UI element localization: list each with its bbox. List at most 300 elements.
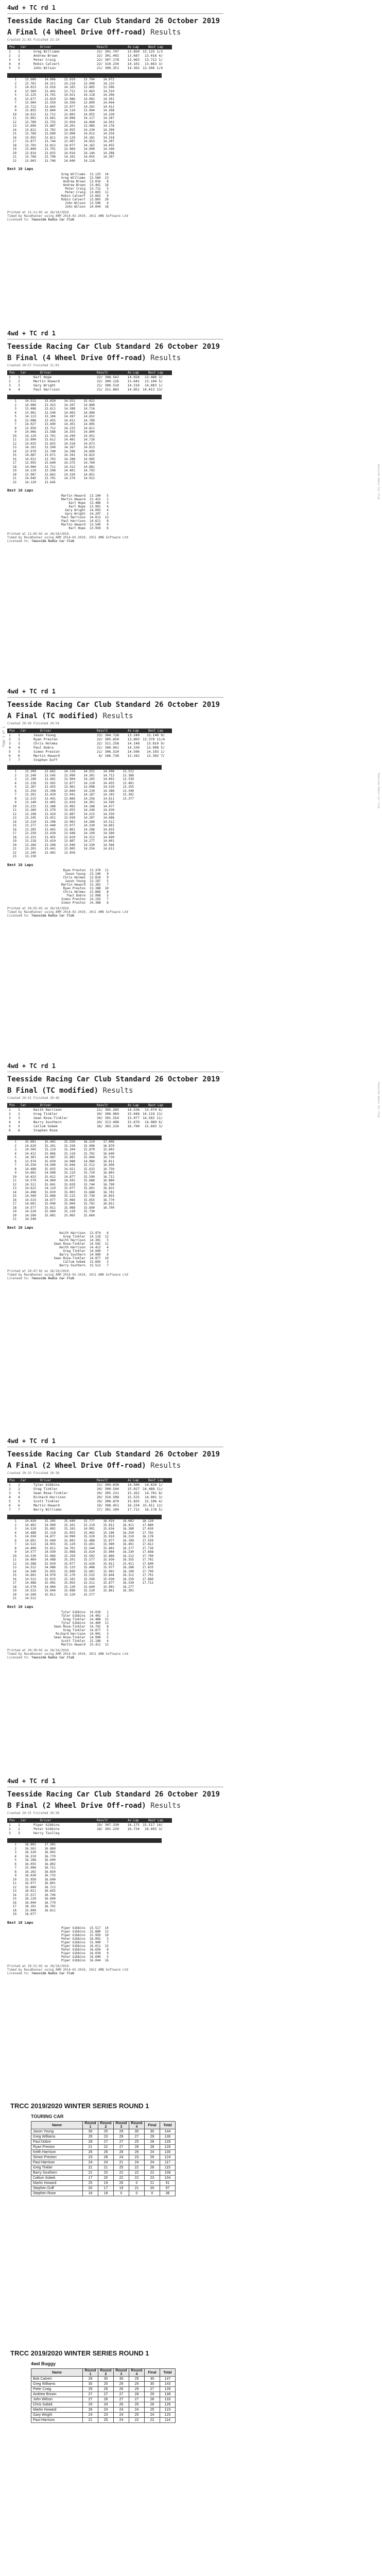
results-cell: 15.077	[127, 1116, 140, 1120]
results-cell: 23/ 304.728	[96, 733, 119, 737]
points-cell: 24	[83, 2160, 98, 2165]
driver-name: Paul Dobre	[31, 2140, 83, 2145]
lap-time-cell: 9	[14, 1874, 16, 1878]
table-row	[7, 1562, 155, 1566]
table-row	[7, 851, 136, 855]
lap-time-cell: 14.087	[25, 453, 36, 457]
lap-time-cell: 15.601	[83, 1187, 95, 1191]
best-lap-cell: 6	[107, 1252, 109, 1257]
best-lap-cell: 13.486	[90, 501, 101, 505]
lap-time-cell: 19	[12, 839, 16, 843]
points-cell: 28	[145, 2145, 160, 2150]
table-row	[7, 1483, 164, 1487]
lap-time-cell	[116, 1593, 136, 1597]
lap-time-cell: 13.230	[25, 855, 36, 859]
lap-time-cell: 15.640	[83, 1585, 95, 1589]
lap-time-cell: 14.726	[83, 438, 95, 442]
lap-times-header-bar	[7, 73, 162, 78]
lap-time-cell: 14.068	[83, 120, 95, 124]
lap-time-cell: 15.040	[44, 1538, 56, 1543]
results-cell: 1	[18, 1823, 20, 1827]
points-cell: 22	[98, 2145, 114, 2150]
best-lap-cell: 14.412	[90, 1245, 101, 1249]
best-lap-cell: 13.016	[90, 180, 101, 183]
results-cell: 17.712	[127, 1507, 140, 1512]
results-cell: 14.901 3/	[144, 1495, 163, 1499]
lap-time-cell: 14.020	[25, 1519, 36, 1523]
lap-time-cell: 14.590	[25, 1592, 36, 1597]
results-cell: 15.262	[127, 1491, 140, 1495]
points-cell: 28	[114, 2150, 129, 2155]
results-word: Results	[146, 1802, 181, 1810]
results-cell: 1	[9, 1483, 11, 1487]
lap-time-cell: 13.790	[44, 155, 56, 159]
lap-time-cell: 14.590	[103, 801, 114, 805]
table-row	[7, 1589, 155, 1593]
lap-time-cell: 12	[12, 1182, 16, 1187]
lap-time-cell: 7	[14, 101, 16, 105]
table-row	[7, 1909, 58, 1913]
results-column-header: Result	[97, 1104, 108, 1107]
lap-time-cell: 20	[12, 151, 16, 155]
results-cell: 7	[9, 1507, 11, 1512]
results-cell: Greg Williams	[33, 49, 60, 54]
table-row	[7, 113, 116, 117]
lap-time-cell: 14.412	[64, 418, 75, 422]
lap-time-cell: 15.040	[44, 1202, 56, 1206]
results-cell: 13.342	[127, 754, 140, 758]
points-cell: 30	[83, 2129, 98, 2134]
results-cell: 6	[18, 1503, 20, 1507]
lap-time-cell: 15.065	[64, 1213, 75, 1217]
table-row	[7, 407, 97, 411]
lap-time-cell: 15.610	[83, 1550, 95, 1554]
lap-time-cell: 5	[14, 93, 16, 97]
table-row	[7, 1112, 164, 1116]
lap-time-cell: 15.811	[103, 1562, 114, 1566]
lap-time-cell: 13.904	[25, 101, 36, 105]
lap-time-cell: 15.021	[83, 399, 95, 403]
lap-time-cell: 15.812	[103, 1523, 114, 1527]
table-row	[7, 109, 116, 113]
licensee: Teesside Radio Car Club	[31, 218, 75, 222]
event-title: Teesside Racing Car Club Standard 26 October 2019	[7, 701, 220, 709]
lap-time-cell: 15.777	[83, 1519, 95, 1523]
results-cell: 13.810 9/	[146, 741, 165, 745]
lap-time-cell: 16.855	[103, 1194, 114, 1198]
lap-time-cell: 14.601	[103, 824, 114, 828]
table-row	[7, 1120, 164, 1124]
lap-time-cell: 13.598	[44, 469, 56, 473]
results-cell: 1	[9, 733, 11, 737]
table-row	[7, 399, 97, 403]
table-row	[7, 754, 166, 758]
results-column-header: Driver	[40, 1819, 51, 1822]
lap-time-cell: 11	[12, 1882, 16, 1886]
results-cell: John Wilson	[33, 66, 56, 70]
lap-time-cell: 15.877	[103, 1538, 114, 1543]
lap-time-cell: 13.201	[25, 793, 36, 797]
results-column-header: Result	[97, 1819, 108, 1822]
results-cell: 3	[9, 1491, 11, 1495]
lap-time-cell: 16.690	[44, 1897, 56, 1901]
lap-time-cell: 14.630	[103, 808, 114, 812]
lap-time-cell: 14.066	[25, 465, 36, 469]
lap-time-cell: 14.002	[83, 97, 95, 101]
results-cell: 21/ 300.351	[96, 66, 119, 70]
lap-time-cell: 13.744	[44, 140, 56, 144]
best-lap-cell: 13	[105, 516, 109, 519]
lap-time-cell: 14.266	[83, 820, 95, 824]
results-column-header: Pos	[9, 45, 15, 49]
lap-time-cell: 13.712	[25, 105, 36, 109]
table-row	[7, 477, 97, 481]
results-cell: 6	[9, 1128, 11, 1132]
best-lap-cell: Greg Williams	[61, 173, 85, 176]
lap-time-cell: 17	[12, 1905, 16, 1909]
lap-time-cell: 13	[12, 1566, 16, 1570]
event-title: Teesside Racing Car Club Standard 26 October 2019	[7, 1450, 220, 1459]
table-row	[7, 1210, 116, 1214]
lap-time-cell: 14.277	[83, 839, 95, 843]
best-lap-cell: 6	[107, 1231, 109, 1235]
table-row	[31, 2418, 176, 2423]
lap-time-cell: 14.118	[64, 770, 75, 774]
points-cell: 23	[129, 2155, 145, 2160]
driver-name: Keith Harrison	[31, 2150, 83, 2155]
lap-time-cell: 14.012	[25, 457, 36, 461]
table-row	[31, 2397, 176, 2402]
lap-time-cell: 19	[12, 147, 16, 151]
lap-time-cell: 16.301	[123, 1589, 134, 1593]
lap-time-cell: 20	[12, 1592, 16, 1597]
lap-time-cell: 16.102	[25, 1870, 36, 1874]
lap-time-cell: 14.402	[25, 1523, 36, 1527]
results-cell: 22/ 301.747	[96, 49, 119, 54]
table-row	[7, 1851, 58, 1855]
lap-time-cell: 13.486	[25, 407, 36, 411]
lap-time-cell: 18	[12, 1206, 16, 1210]
results-column-header: Driver	[40, 371, 51, 375]
results-cell: 1	[18, 49, 20, 54]
lap-time-cell: 13.645	[44, 480, 56, 484]
lap-time-cell: 14	[12, 128, 16, 132]
results-cell: 2	[9, 1112, 11, 1116]
best-lap-cell: 14.877	[90, 1256, 101, 1260]
lap-time-cell: 15.904	[103, 1550, 114, 1554]
class-title: 4wd Buggy	[31, 2361, 56, 2366]
lap-time-cell	[97, 1217, 116, 1222]
lap-time-cell: 13.930	[64, 816, 75, 820]
results-cell: 13.974 6/	[144, 1108, 163, 1112]
lap-time-cell	[116, 843, 136, 848]
table-row	[31, 2408, 176, 2413]
results-cell: 16.734	[127, 1827, 140, 1831]
lap-time-cell: 16.077	[25, 1882, 36, 1886]
lap-time-cell: 13.545	[44, 773, 56, 777]
lap-time-cell: 16	[12, 827, 16, 832]
lap-time-cell: 15.902	[103, 1569, 114, 1573]
lap-times-header-bar	[7, 1838, 162, 1843]
lap-time-cell: 15.866	[103, 1554, 114, 1558]
lap-time-cell	[38, 855, 58, 859]
points-cell: 26	[83, 2408, 98, 2413]
category-label	[7, 4, 382, 11]
results-cell: Callum Sobek	[33, 1124, 58, 1128]
lap-time-cell: 16.178	[142, 1535, 153, 1539]
lap-times-header-bar	[7, 765, 162, 770]
lap-time-cell: 13.974	[25, 1159, 36, 1163]
results-cell: 14.596	[127, 750, 140, 754]
table-row	[7, 415, 97, 419]
lap-time-cell: 15.720	[83, 1171, 95, 1175]
best-lap-cell: Simon Preston	[61, 901, 85, 905]
lap-time-cell: 13.441	[44, 847, 56, 851]
lap-time-cell: 13.701	[44, 477, 56, 481]
table-row	[41, 498, 111, 501]
table-row	[41, 1930, 111, 1934]
points-cell: 17	[83, 2176, 98, 2181]
lap-time-cell: 16.277	[123, 1546, 134, 1550]
lap-time-cell: 14.455	[103, 781, 114, 785]
driver-name: Paul Harrison	[31, 2418, 83, 2423]
points-cell: 25	[114, 2165, 129, 2171]
best-lap-cell: 14.044	[90, 205, 101, 209]
table-row	[41, 1264, 111, 1267]
licensed-label: Licensed to:	[7, 539, 31, 543]
points-cell: 29	[114, 2129, 129, 2134]
column-header: Round 1	[83, 2369, 98, 2377]
column-header: Round 1	[83, 2122, 98, 2129]
table-row	[7, 1585, 155, 1589]
table-row	[41, 519, 111, 523]
lap-time-cell: 13.712	[44, 112, 56, 116]
lap-time-cell: 13.877	[64, 781, 75, 785]
table-row	[7, 469, 97, 473]
best-lap-cell: Ryan Preston	[63, 868, 85, 872]
best-lap-cell: 13.950	[90, 527, 101, 530]
table-row	[7, 1507, 164, 1512]
table-row	[7, 147, 116, 151]
lap-time-cell: 1	[14, 1140, 16, 1144]
lap-time-cell: 14.053	[83, 140, 95, 144]
table-row	[7, 1893, 58, 1897]
printed-at: Printed at 21:11:02 on 26/10/2019.	[7, 211, 71, 214]
lap-time-cell: 12	[12, 442, 16, 446]
lap-time-cell: 14.401	[64, 469, 75, 473]
results-cell: 22/ 307.178	[96, 58, 119, 62]
lap-time-cell	[116, 816, 136, 820]
lap-time-cell: 1	[14, 770, 16, 774]
lap-time-cell: 14.270	[64, 477, 75, 481]
results-header-bar	[7, 1818, 172, 1823]
lap-time-cell: 14.990	[64, 1535, 75, 1539]
best-lap-cell: 15.603	[90, 1260, 101, 1264]
lap-time-cell: 16.655	[44, 1889, 56, 1893]
lap-time-cell: 15.861	[103, 1589, 114, 1593]
points-cell: 29	[83, 2387, 98, 2392]
licensed-label: Licensed to:	[7, 1276, 31, 1280]
table-row	[7, 450, 97, 454]
lap-time-cell: 16.770	[44, 1854, 56, 1858]
points-cell: 104	[160, 2176, 176, 2181]
lap-time-cell: 14.716	[83, 407, 95, 411]
best-lap-cell: 13.302	[90, 883, 101, 887]
lap-time-cell: 14.533	[25, 1589, 36, 1593]
lap-time-cell: 14.930	[44, 1550, 56, 1554]
best-lap-cell: Sean Rose-Tinkler	[54, 1242, 85, 1246]
lap-time-cell: 14.120	[25, 434, 36, 438]
lap-time-cell: 16.812	[103, 1202, 114, 1206]
results-cell: 3	[9, 383, 11, 387]
printed-at: Printed at 20:55:02 on 26/10/2019.	[7, 906, 71, 910]
table-row	[7, 777, 136, 782]
lap-time-cell: 13.540	[44, 411, 56, 415]
lap-time-cell: 2	[14, 81, 16, 86]
table-row	[7, 93, 116, 97]
lap-time-cell: 13.904	[64, 777, 75, 782]
best-lap-cell: Barry Southern	[59, 1252, 85, 1257]
lap-time-cell: 16.811	[103, 1159, 114, 1163]
best-lap-cell: 7	[107, 1940, 109, 1944]
table-row	[7, 741, 166, 745]
lap-time-cell: 16.401	[123, 1543, 134, 1547]
lap-time-cell: 16.212	[123, 1554, 134, 1558]
lap-time-cell: 14.412	[25, 1151, 36, 1156]
lap-time-cell: 15.110	[64, 1171, 75, 1175]
best-lap-cell: 14.301	[90, 1238, 101, 1242]
results-cell: 21/ 305.265	[96, 1108, 119, 1112]
points-cell: 27	[145, 2387, 160, 2392]
race-times: Created 20:49 Finished 20:54	[7, 722, 60, 725]
lap-time-cell: 10	[12, 112, 16, 116]
licensed-label: Licensed to:	[7, 218, 31, 222]
lap-time-cell: 14.072	[103, 78, 114, 82]
best-lap-cell: Keith Harrison	[59, 1231, 85, 1235]
event-title: Teesside Racing Car Club Standard 26 October 2019	[7, 17, 220, 25]
results-column-header: Pos	[9, 1104, 15, 1107]
table-row	[7, 774, 136, 778]
lap-time-cell: 15.655	[83, 1198, 95, 1202]
lap-time-cell: 13.388	[44, 804, 56, 808]
points-cell: 115	[160, 2165, 176, 2171]
lap-time-cell: 16.711	[44, 1866, 56, 1870]
table-row	[7, 481, 97, 485]
results-cell: 1	[18, 375, 20, 379]
lap-time-cell: 14	[12, 1569, 16, 1573]
results-word: Results	[146, 354, 181, 362]
table-row	[41, 1253, 111, 1257]
best-lap-cell: 14.701	[90, 1624, 101, 1629]
lap-time-cell	[77, 1597, 97, 1601]
lap-time-cell: 14.712	[103, 773, 114, 777]
table-row	[7, 427, 97, 431]
lap-time-cell: 16	[12, 1198, 16, 1202]
lap-time-cell: 14.311	[44, 81, 56, 86]
table-row	[41, 183, 111, 187]
points-cell: 26	[129, 2150, 145, 2155]
lap-time-cell: 16.411	[123, 1523, 134, 1527]
results-header-bar	[7, 1478, 172, 1483]
lap-time-cell: 13.260	[25, 808, 36, 812]
table-row	[41, 180, 111, 183]
points-cell: 21	[83, 2145, 98, 2150]
lap-time-cell: 13.955	[25, 135, 36, 140]
results-cell: 1	[9, 375, 11, 379]
table-row	[7, 1531, 155, 1535]
lap-time-cell: 14.188	[83, 804, 95, 808]
results-cell: 6	[18, 1128, 20, 1132]
lap-time-cell: 16.880	[44, 1846, 56, 1851]
table-header-row	[31, 2122, 176, 2129]
lap-time-cell: 4	[14, 411, 16, 415]
table-row	[7, 453, 97, 457]
lap-time-cell: 16.120	[25, 1897, 36, 1901]
lap-time-cell: 13.506	[103, 86, 114, 90]
best-lap-cell: Ryan Preston	[63, 886, 85, 890]
lap-time-cell: 20	[12, 1213, 16, 1217]
final-name: B Final (4 Wheel Drive Off-road)	[7, 354, 146, 362]
series-standings	[0, 2102, 382, 2196]
licensee: Teesside Radio Car Club	[31, 1971, 75, 1975]
lap-time-cell: 15.012	[44, 1175, 56, 1179]
final-title	[7, 712, 382, 720]
best-lap-cell: 3	[107, 1260, 109, 1264]
table-row	[7, 793, 136, 797]
results-cell: Martin Howard	[33, 754, 60, 758]
best-lap-cell: 8	[107, 519, 109, 523]
results-cell	[141, 758, 166, 762]
lap-time-cell	[77, 851, 97, 855]
lap-time-cell: 15.077	[64, 1187, 75, 1191]
lap-time-cell: 17.701	[142, 1573, 153, 1578]
race-block	[0, 330, 382, 543]
table-row	[7, 808, 136, 812]
results-cell: 13.104 5/	[144, 379, 163, 383]
results-cell: 13.850	[127, 49, 140, 54]
results-cell: 16.175	[127, 1823, 140, 1827]
results-cell: Peter Gibbins	[33, 1827, 60, 1831]
category-label	[7, 1777, 382, 1785]
lap-time-cell: 13.997	[64, 140, 75, 144]
lap-time-cell: 13.370	[44, 808, 56, 812]
lap-time-cell: 14.207	[103, 140, 114, 144]
lap-time-cell: 14.510	[25, 1527, 36, 1531]
results-cell: 4	[9, 387, 11, 392]
points-cell: 27	[114, 2397, 129, 2402]
results-column-header: Av.Lap	[128, 45, 139, 49]
series-title: TRCC 2019/2020 WINTER SERIES ROUND 1	[10, 2102, 149, 2110]
results-cell: 18/ 301.220	[96, 1827, 119, 1831]
column-header: Round 2	[98, 2122, 114, 2129]
table-row	[31, 2392, 176, 2397]
lap-time-cell	[116, 828, 136, 832]
results-cell: 2	[18, 1487, 20, 1491]
lap-time-cell: 13.663	[83, 89, 95, 93]
lap-times-header-bar	[7, 1136, 162, 1140]
table-row	[7, 733, 166, 737]
results-column-header: Av.Lap	[128, 1104, 139, 1107]
lap-time-cell: 14.013	[83, 446, 95, 450]
lap-time-cell: 13.805	[83, 86, 95, 90]
best-lap-cell: Karl Hope	[68, 505, 85, 509]
points-cell: 24	[98, 2402, 114, 2408]
results-cell: 15.048	[127, 1112, 140, 1116]
table-row	[41, 523, 111, 527]
results-column-header: Result	[97, 45, 108, 49]
points-cell: 27	[129, 2134, 145, 2140]
lap-time-cell: 15.402	[44, 1140, 56, 1144]
